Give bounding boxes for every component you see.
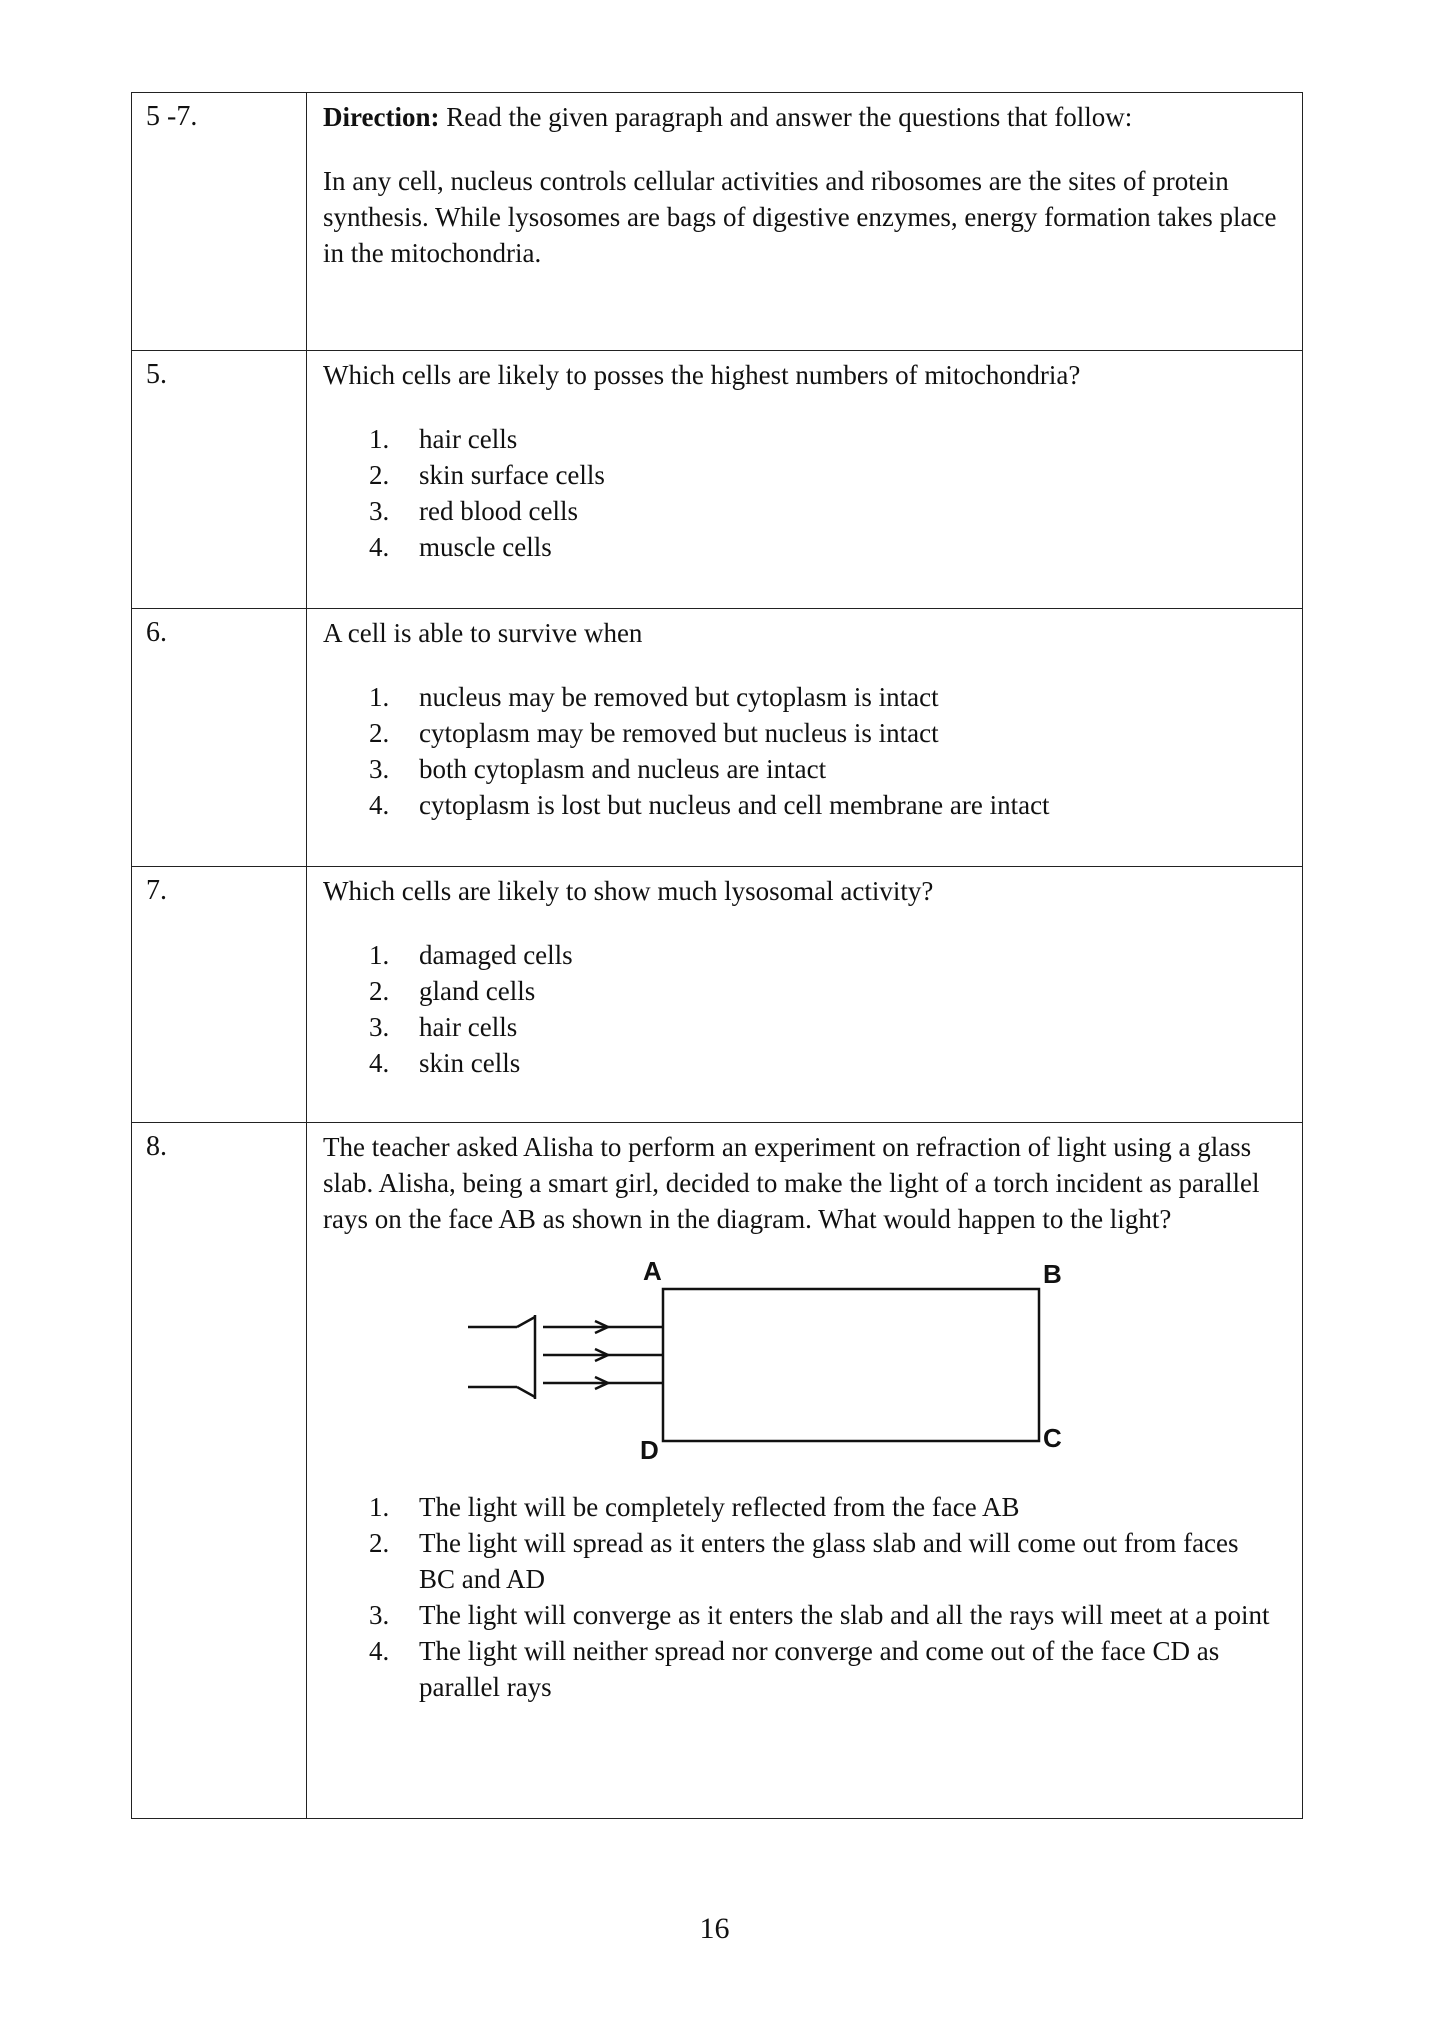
direction-text: Read the given paragraph and answer the questions that follow: <box>439 102 1133 132</box>
option-item <box>369 1489 1292 1525</box>
options-list <box>323 679 1292 823</box>
option-text: hair cells <box>419 424 518 454</box>
option-text: gland cells <box>419 976 536 1006</box>
direction-label: Direction: <box>323 102 440 132</box>
corner-label-b: B <box>1043 1259 1062 1289</box>
question-table <box>131 92 1303 1819</box>
question-number: 8. <box>132 1123 307 1819</box>
question-cell <box>307 1123 1303 1819</box>
page-number: 16 <box>699 1912 730 1945</box>
glass-slab <box>663 1289 1039 1441</box>
options-list <box>323 421 1292 565</box>
glass-slab-diagram <box>453 1247 1093 1477</box>
table-row <box>132 867 1303 1123</box>
option-text: muscle cells <box>419 532 552 562</box>
option-number: 4. <box>369 532 390 562</box>
option-text: The light will spread as it enters the glass slab and will come out from faces BC and AD <box>419 1528 1239 1594</box>
option-number: 3. <box>369 496 390 526</box>
option-number: 2. <box>369 460 390 490</box>
option-number: 2. <box>369 1528 390 1558</box>
question-number: 5 -7. <box>132 93 307 351</box>
question-text: Which cells are likely to show much lysosomal activity? <box>323 876 934 906</box>
table-row <box>132 609 1303 867</box>
torch-icon <box>468 1315 535 1399</box>
option-item <box>369 751 1292 787</box>
option-number: 1. <box>369 1492 390 1522</box>
option-text: hair cells <box>419 1012 518 1042</box>
table-row <box>132 93 1303 351</box>
option-item <box>369 1597 1292 1633</box>
option-text: skin cells <box>419 1048 521 1078</box>
option-item <box>369 1525 1292 1597</box>
option-item <box>369 493 1292 529</box>
option-number: 3. <box>369 1600 390 1630</box>
corner-label-d: D <box>640 1435 659 1465</box>
option-text: nucleus may be removed but cytoplasm is intact <box>419 682 939 712</box>
option-item <box>369 937 1292 973</box>
incident-rays <box>543 1321 663 1389</box>
corner-label-c: C <box>1043 1423 1062 1453</box>
question-number: 6. <box>132 609 307 867</box>
table-row <box>132 351 1303 609</box>
option-number: 4. <box>369 1636 390 1666</box>
options-list <box>323 937 1292 1081</box>
question-cell <box>307 351 1303 609</box>
option-text: damaged cells <box>419 940 573 970</box>
option-item <box>369 679 1292 715</box>
question-cell <box>307 867 1303 1123</box>
option-item <box>369 973 1292 1009</box>
option-number: 3. <box>369 754 390 784</box>
corner-label-a: A <box>643 1256 662 1286</box>
question-text: A cell is able to survive when <box>323 618 643 648</box>
option-text: The light will be completely reflected from the face AB <box>419 1492 1020 1522</box>
option-item <box>369 457 1292 493</box>
option-number: 1. <box>369 940 390 970</box>
option-text: both cytoplasm and nucleus are intact <box>419 754 827 784</box>
option-item <box>369 787 1292 823</box>
option-text: cytoplasm may be removed but nucleus is intact <box>419 718 939 748</box>
option-number: 3. <box>369 1012 390 1042</box>
option-number: 1. <box>369 682 390 712</box>
question-cell <box>307 609 1303 867</box>
option-text: The light will neither spread nor converge and come out of the face CD as parallel rays <box>419 1636 1220 1702</box>
question-text: The teacher asked Alisha to perform an experiment on refraction of light using a glass slab. Alisha, being a smart girl, decided to make the light of a torch incident as parallel rays on the face AB as shown in the diagram. What would happen to the light? <box>323 1132 1260 1234</box>
option-text: cytoplasm is lost but nucleus and cell membrane are intact <box>419 790 1050 820</box>
option-item <box>369 421 1292 457</box>
option-number: 1. <box>369 424 390 454</box>
option-number: 2. <box>369 718 390 748</box>
option-number: 2. <box>369 976 390 1006</box>
reading-paragraph: In any cell, nucleus controls cellular activities and ribosomes are the sites of protein synthesis. While lysosomes are bags of digestive enzymes, energy formation takes place in the mitochondria. <box>323 166 1277 268</box>
option-item <box>369 715 1292 751</box>
direction-line <box>323 99 1292 135</box>
option-number: 4. <box>369 1048 390 1078</box>
option-item <box>369 1045 1292 1081</box>
option-item <box>369 1009 1292 1045</box>
direction-cell <box>307 93 1303 351</box>
question-number: 7. <box>132 867 307 1123</box>
question-number: 5. <box>132 351 307 609</box>
option-text: red blood cells <box>419 496 578 526</box>
option-item <box>369 1633 1292 1705</box>
option-item <box>369 529 1292 565</box>
options-list <box>323 1489 1292 1705</box>
option-number: 4. <box>369 790 390 820</box>
option-text: The light will converge as it enters the slab and all the rays will meet at a point <box>419 1600 1270 1630</box>
table-row <box>132 1123 1303 1819</box>
question-text: Which cells are likely to posses the highest numbers of mitochondria? <box>323 360 1081 390</box>
option-text: skin surface cells <box>419 460 605 490</box>
